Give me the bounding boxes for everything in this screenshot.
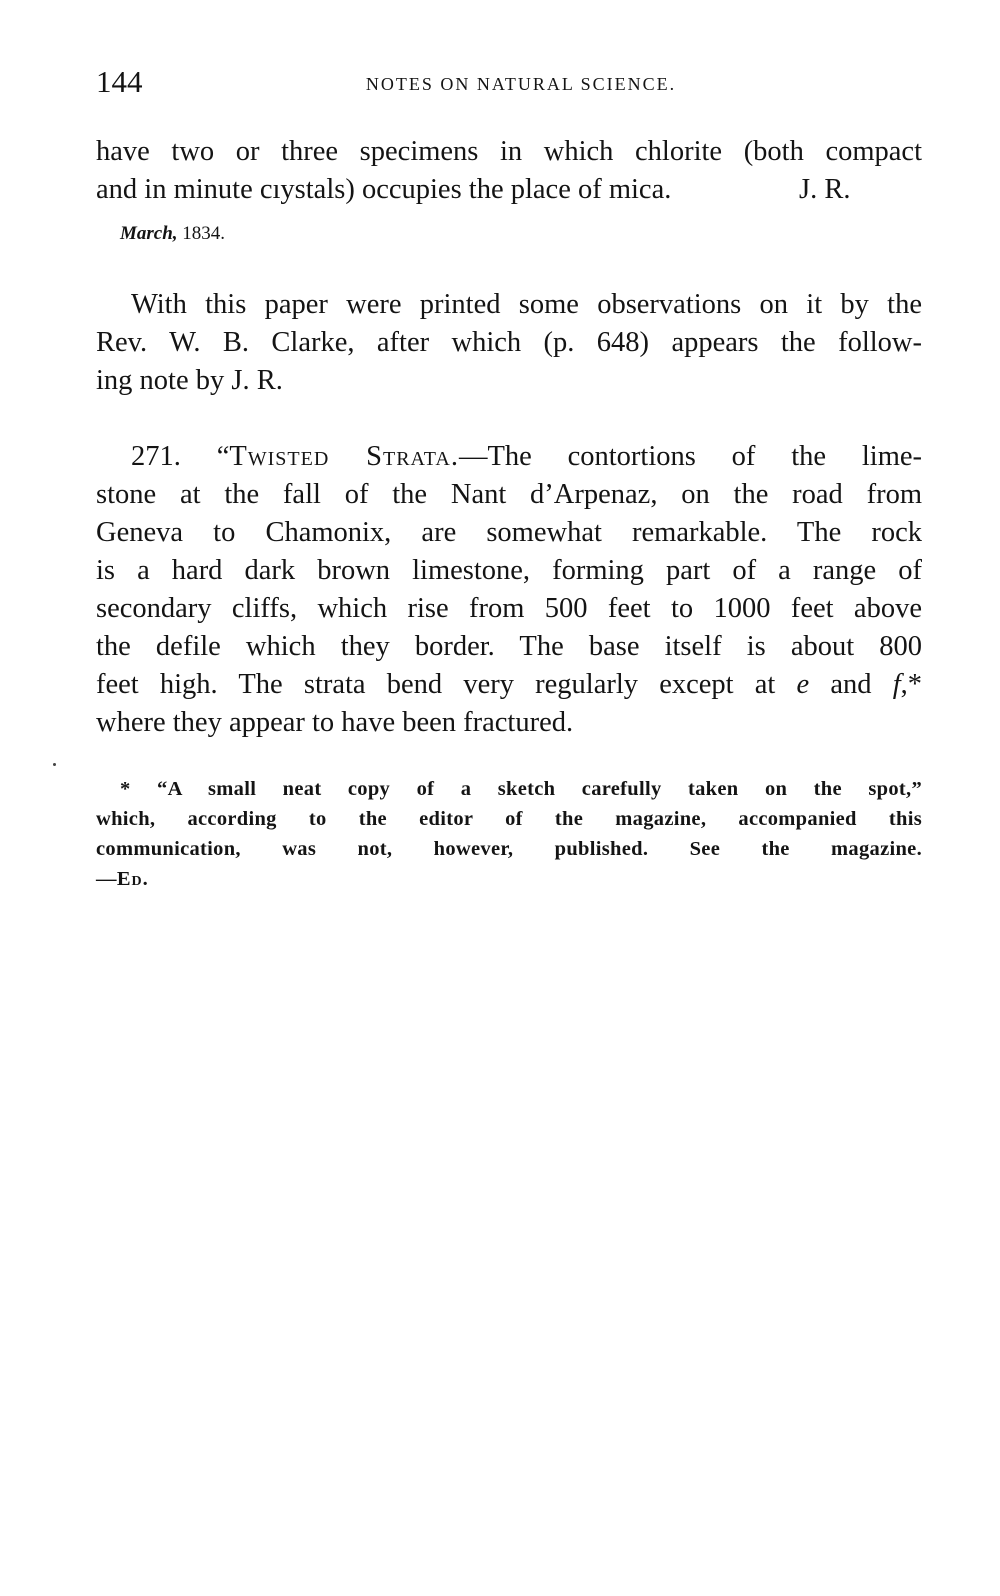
date-year: 1834.: [182, 223, 226, 244]
section-line-text: —The contortions of the lime-: [458, 441, 923, 472]
note-line: ing note by J. R.: [96, 365, 283, 396]
signoff-dash: —: [96, 868, 117, 890]
variable-e: e: [796, 669, 810, 700]
footnote-marker: ,*: [900, 669, 923, 700]
signoff-text: Ed.: [116, 868, 149, 890]
letter-date: [120, 220, 225, 248]
section-line: where they appear to have been fractured.: [96, 707, 574, 738]
page-header: [96, 62, 922, 102]
section-line: [96, 666, 922, 704]
footnote-line: which, according to the editor of the magazine, accompanied this: [96, 808, 922, 830]
section-line-text: and: [830, 669, 872, 700]
note-line: Rev. W. B. Clarke, after which (p. 648) appears the follow-: [96, 327, 922, 358]
section-heading-line: [131, 438, 922, 476]
section-line: secondary cliffs, which rise from 500 feet to 1000 feet above: [96, 593, 922, 624]
section-line: the defile which they border. The base itself is about 800: [96, 631, 922, 662]
running-title: NOTES ON NATURAL SCIENCE.: [365, 74, 677, 94]
section-title: Twisted Strata.: [229, 441, 459, 472]
variable-f: f: [892, 669, 901, 700]
section-line-text: feet high. The strata bend very regularly except at: [96, 669, 776, 700]
section-line: Geneva to Chamonix, are somewhat remarkable. The rock: [96, 517, 922, 548]
footnote-line: * “A small neat copy of a sketch carefully taken on the spot,”: [120, 778, 922, 800]
stray-mark: [53, 763, 56, 766]
footnote-signoff: [96, 864, 922, 894]
date-month: March,: [120, 223, 178, 244]
letter-line-text: and in minute cıystals) occupies the place of mica.: [96, 174, 672, 205]
footnote-line: communication, was not, however, published. See the magazine.: [96, 838, 922, 860]
letter-line: [96, 171, 922, 209]
section-line: stone at the fall of the Nant d’Arpenaz, on the road from: [96, 479, 922, 510]
note-line: With this paper were printed some observations on it by the: [131, 289, 922, 320]
letter-signature: J. R.: [799, 174, 851, 205]
section-line: is a hard dark brown limestone, forming part of a range of: [96, 555, 922, 586]
page-number: 144: [96, 64, 143, 99]
section-number: 271.: [131, 441, 181, 472]
letter-line: have two or three specimens in which chlorite (both compact: [96, 136, 922, 167]
section-open-quote: “: [216, 441, 230, 472]
